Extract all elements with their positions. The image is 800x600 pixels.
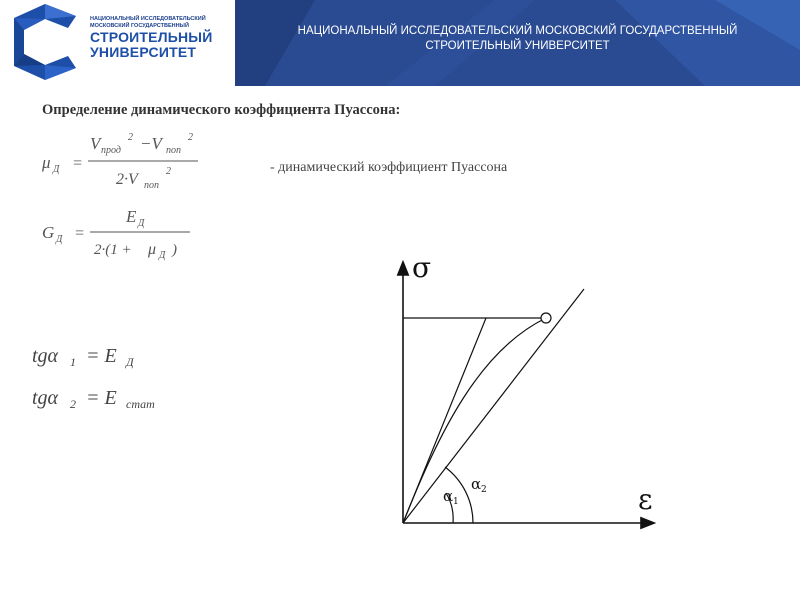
f1-pow2: 2 <box>188 132 193 143</box>
formula-poisson <box>40 128 240 198</box>
f1-lhs: μ <box>42 153 51 172</box>
f3-eq: = E <box>86 345 117 367</box>
logo-name-line1: СТРОИТЕЛЬНЫЙ <box>90 29 213 45</box>
header-title-line2: СТРОИТЕЛЬНЫЙ УНИВЕРСИТЕТ <box>425 40 610 52</box>
f3-tg: tgα <box>32 345 59 367</box>
x-axis-label: ε <box>638 483 653 516</box>
f1-v2-sub: поп <box>166 145 181 156</box>
header-title-line1: НАЦИОНАЛЬНЫЙ ИССЛЕДОВАТЕЛЬСКИЙ МОСКОВСКИЙ ГОСУДАРСТВЕННЫЙ <box>297 25 738 37</box>
f2-den-mu-sub: Д <box>159 250 166 261</box>
f2-den-mu: μ <box>148 241 157 258</box>
f1-den-sub: поп <box>144 180 159 191</box>
secant-line-alpha2 <box>403 289 584 523</box>
f4-tg: tgα <box>32 387 59 409</box>
slide-heading: Определение динамического коэффициента Пуассона: <box>42 102 401 118</box>
f1-pow1: 2 <box>128 132 133 143</box>
f2-den-right: ) <box>172 242 177 258</box>
f2-lhs: G <box>42 223 55 242</box>
f4-sub: 2 <box>70 397 76 411</box>
header <box>0 0 800 86</box>
alpha1-label: α <box>443 487 454 505</box>
alpha2-sub: 2 <box>481 485 487 495</box>
f2-lhs-sub: Д <box>56 234 63 245</box>
formula-tangents <box>30 338 210 418</box>
curve-point-marker <box>541 313 551 323</box>
y-axis-label: σ <box>412 251 432 284</box>
stress-strain-diagram <box>380 245 680 545</box>
f1-lhs-sub: Д <box>53 164 60 175</box>
f4-eq: = E <box>86 387 117 409</box>
f1-v1-sub: прод <box>101 145 121 156</box>
f2-eq: = <box>74 225 85 242</box>
f2-den-left: 2·(1 + <box>94 242 132 258</box>
f3-sub: 1 <box>70 355 76 369</box>
logo-small-text: НАЦИОНАЛЬНЫЙ ИССЛЕДОВАТЕЛЬСКИЙ МОСКОВСКИЙ ГОСУДАРСТВЕННЫЙ <box>90 16 206 29</box>
f2-num-sub: Д <box>138 218 145 229</box>
logo-name-line2: УНИВЕРСИТЕТ <box>90 44 197 60</box>
f1-den: 2·V <box>116 171 138 188</box>
f3-rhs-sub: Д <box>126 355 134 369</box>
university-logo <box>10 2 250 82</box>
f1-den-pow: 2 <box>166 166 171 177</box>
alpha1-sub: 1 <box>453 497 459 507</box>
alpha2-label: α <box>471 475 482 493</box>
f1-eq: = <box>72 155 83 172</box>
formula-shear-modulus <box>40 200 240 270</box>
poisson-description: - динамический коэффициент Пуассона <box>270 160 508 175</box>
header-title <box>235 24 800 54</box>
logo-name <box>90 30 212 60</box>
f1-v1: V <box>90 134 101 153</box>
header-banner <box>235 0 800 86</box>
f2-num: E <box>126 207 137 226</box>
f4-rhs-sub: стат <box>126 397 155 411</box>
f1-minus: −V <box>140 134 162 153</box>
logo-c-icon <box>10 2 80 82</box>
